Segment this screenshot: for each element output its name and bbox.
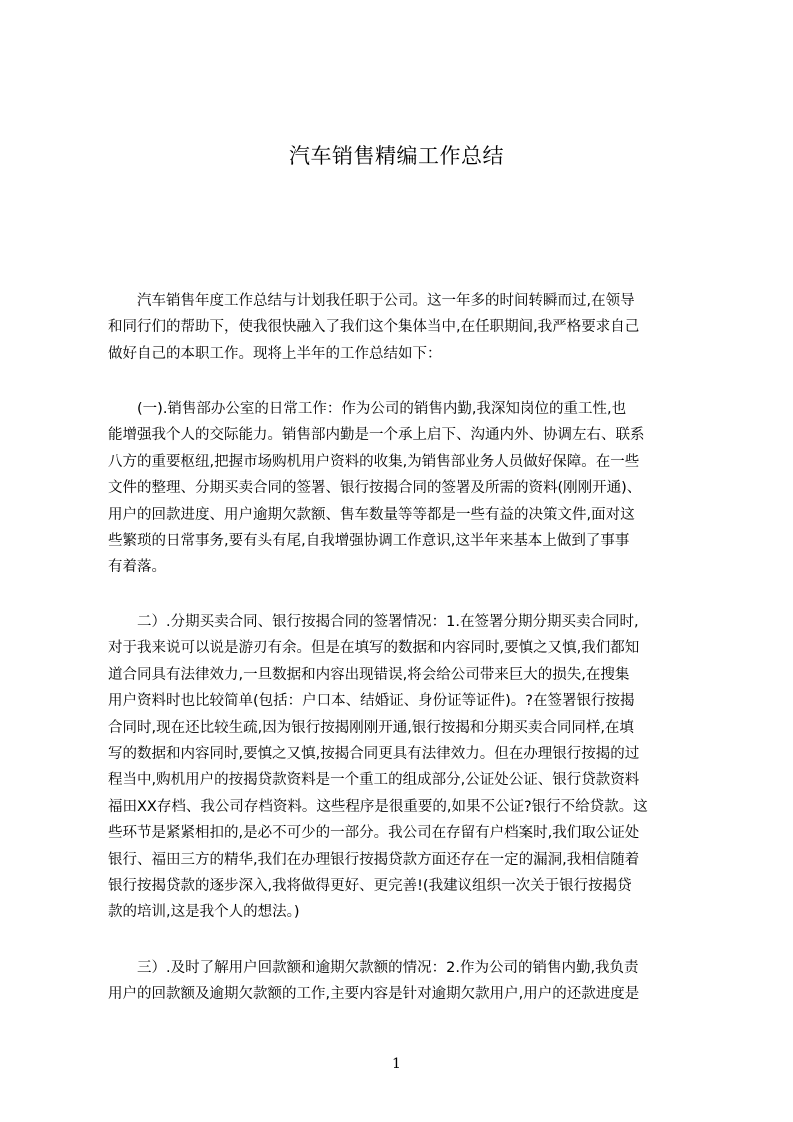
text-line: 些繁琐的日常事务,要有头有尾,自我增强协调工作意识,这半年来基本上做到了事事 [108, 532, 630, 549]
text-line: 写的数据和内容同时,要慎之又慎,按揭合同更具有法律效力。但在办理银行按揭的过 [108, 745, 640, 762]
text-line: 款的培训,这是我个人的想法。) [108, 904, 300, 921]
text-line: 些环节是紧紧相扣的,是必不可少的一部分。我公司在存留有户档案时,我们取公证处 [108, 825, 640, 842]
text-line: 银行、福田三方的精华,我们在办理银行按揭贷款方面还存在一定的漏洞,我相信随着 [108, 851, 640, 868]
paragraph-section-2 [108, 609, 696, 926]
paragraph-intro [108, 288, 696, 367]
text-line: 八方的重要枢纽,把握市场购机用户资料的收集,为销售部业务人员做好保障。在一些 [108, 453, 640, 470]
text-line: 二）.分期买卖合同、银行按揭合同的签署情况：1.在签署分期分期买卖合同时, [137, 614, 639, 630]
text-line: (一).销售部办公室的日常工作：作为公司的销售内勤,我深知岗位的重工性,也 [137, 401, 627, 417]
text-line: 汽车销售年度工作总结与计划我任职于公司。这一年多的时间转瞬而过,在领导 [137, 293, 635, 309]
text-line: 文件的整理、分期买卖合同的签署、银行按揭合同的签署及所需的资料(刚刚开通)、 [108, 480, 642, 497]
text-line: 对于我来说可以说是游刃有余。但是在填写的数据和内容同时,要慎之又慎,我们都知 [108, 640, 640, 657]
document-title: 汽车销售精编工作总结 [289, 144, 504, 168]
text-line: 和同行们的帮助下，使我很快融入了我们这个集体当中,在任职期间,我严格要求自己 [108, 319, 640, 336]
text-line: 用户资料时也比较简单(包括：户口本、结婚证、身份证等证件)。?在签署银行按揭 [108, 693, 635, 710]
text-line: 能增强我个人的交际能力。销售部内勤是一个承上启下、沟通内外、协调左右、联系 [108, 427, 645, 444]
text-line: 有着落。 [108, 559, 166, 576]
text-line: 合同时,现在还比较生疏,因为银行按揭刚刚开通,银行按揭和分期买卖合同同样,在填 [108, 719, 634, 736]
text-line: 福田XX存档、我公司存档资料。这些程序是很重要的,如果不公证?银行不给贷款。这 [108, 798, 648, 815]
text-line: 用户的回款额及逾期欠款额的工作,主要内容是针对逾期欠款用户,用户的还款进度是 [108, 986, 640, 1003]
text-line: 道合同具有法律效力,一旦数据和内容出现错误,将会给公司带来巨大的损失,在搜集 [108, 666, 630, 683]
text-line: 银行按揭贷款的逐步深入,我将做得更好、更完善!(我建议组织一次关于银行按揭贷 [108, 877, 632, 894]
text-line: 做好自己的本职工作。现将上半年的工作总结如下： [108, 345, 442, 362]
page-number: 1 [392, 1056, 401, 1072]
paragraph-section-1 [108, 396, 696, 581]
paragraph-section-3 [108, 955, 696, 1008]
text-line: 三）.及时了解用户回款额和逾期欠款额的情况：2.作为公司的销售内勤,我负责 [137, 960, 639, 976]
text-line: 用户的回款进度、用户逾期欠款额、售车数量等等都是一些有益的决策文件,面对这 [108, 506, 635, 523]
text-line: 程当中,购机用户的按揭贷款资料是一个重工的组成部分,公证处公证、银行贷款资料 [108, 772, 640, 789]
